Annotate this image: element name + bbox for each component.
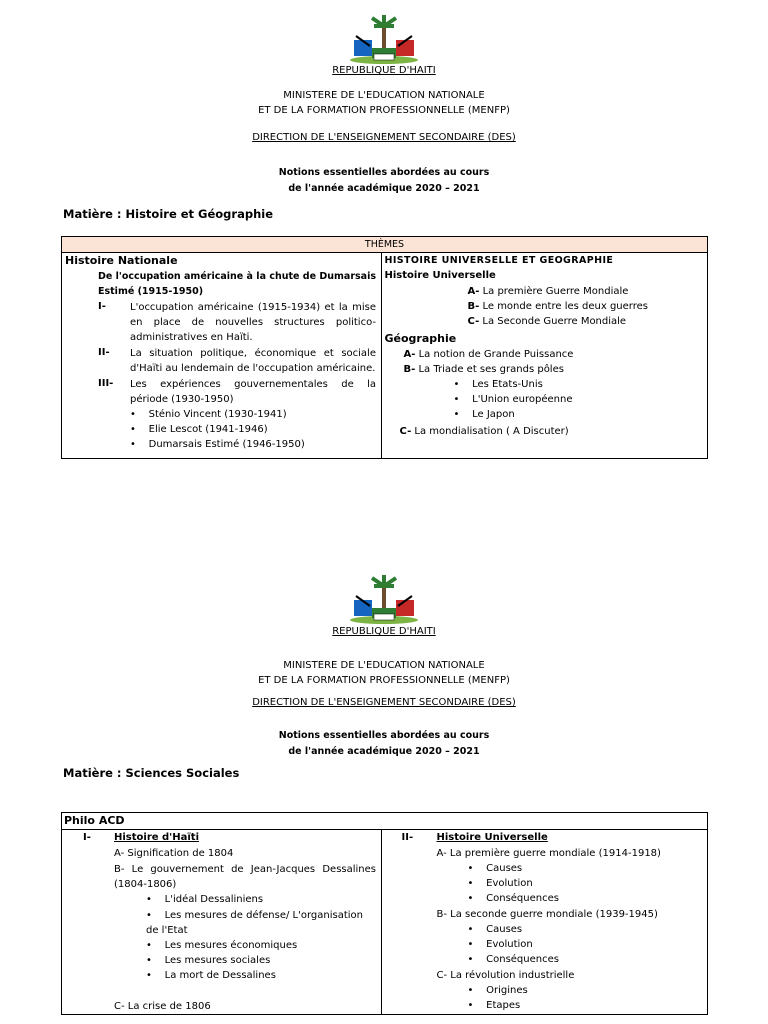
bullet-text: Causes [486,863,523,874]
bullet-item: • L'Union européenne [453,394,573,405]
item-number: II- [98,347,110,358]
geo-item [404,348,574,362]
bullet-item: • Conséquences [467,893,559,904]
bullet-item: • Les mesures sociales [146,955,271,966]
bullet-text: Conséquences [486,893,559,904]
bullet-item: • Dumarsais Estimé (1946-1950) [130,439,305,450]
bullet-text: Sténio Vincent (1930-1941) [148,409,287,420]
item-text: La Triade et ses grands pôles [418,364,564,375]
item-number: I- [98,301,106,312]
item-text: La première Guerre Mondiale [482,286,629,297]
geographie-title: Géographie [384,332,457,345]
histoire-haiti-cell [62,830,382,1015]
list-item: B- Le gouvernement de Jean-Jacques Dessalines (1804-1806) [114,864,376,890]
histoire-haiti-title: Histoire d'Haïti [114,832,199,843]
themes-header: THÈMES [62,237,708,253]
subject-title: Matière : Histoire et Géographie [63,207,274,221]
item-letter: A- [403,349,416,360]
bullet-text: Les mesures sociales [164,955,271,966]
item-letter: C- [467,316,480,327]
bullet-item: • Sténio Vincent (1930-1941) [130,409,287,420]
republic-heading: REPUBLIQUE D'HAITI [332,626,436,637]
geo-item [400,425,569,439]
republic-heading: REPUBLIQUE D'HAITI [332,65,436,76]
histoire-nationale-cell [62,253,382,459]
bullet-text: La mort de Dessalines [164,970,276,981]
bullet-item: • Le Japon [453,409,515,420]
item-letter: B- [467,301,480,312]
bullet-text: Le Japon [472,409,515,420]
bullet-text: Les Etats-Unis [472,379,543,390]
bullet-text: Les mesures de défense/ L'organisation de l'Etat [146,910,363,936]
item-letter: B- [403,364,416,375]
table-title: Philo ACD [62,813,708,830]
bullet-item: • Les mesures économiques [146,940,298,951]
bullet-item: • Les Etats-Unis [453,379,543,390]
histoire-universelle-title: Histoire Universelle [436,832,548,843]
item-text: La notion de Grande Puissance [418,349,574,360]
bullet-text: Evolution [486,878,533,889]
bullet-text: Origines [486,985,528,996]
section-number: I- [83,832,91,843]
item-letter: C- [399,426,412,437]
item-number: III- [98,378,114,389]
haiti-coat-of-arms-icon [344,12,424,64]
item-text: La mondialisation ( A Discuter) [414,426,569,437]
direction-heading: DIRECTION DE L'ENSEIGNEMENT SECONDAIRE (DES) [252,132,516,143]
bullet-text: Evolution [486,939,533,950]
geo-item [404,363,564,377]
bullet-text: Causes [486,924,523,935]
haiti-coat-of-arms-icon [344,572,424,624]
list-item: Les expériences gouvernementales de la période (1930-1950) [130,379,376,405]
philo-acd-table [61,812,708,1015]
list-item: C- La révolution industrielle [436,970,575,981]
histoire-nationale-subtitle: De l'occupation américaine à la chute de Dumarsais Estimé (1915-1950) [98,271,376,297]
ministry-line-2: ET DE LA FORMATION PROFESSIONNELLE (MENFP) [258,105,510,116]
hist-item [468,315,627,329]
hist-item [468,285,629,299]
bullet-text: L'idéal Dessaliniens [164,894,264,905]
bullet-item: • Causes [467,924,523,935]
subject-title: Matière : Sciences Sociales [63,766,240,780]
bullet-item: • La mort de Dessalines [146,970,276,981]
ministry-line-1: MINISTERE DE L'EDUCATION NATIONALE [283,90,485,101]
notions-line-2: de l'année académique 2020 – 2021 [288,183,480,194]
notions-line-1: Notions essentielles abordées au cours [278,167,490,178]
item-text: La Seconde Guerre Mondiale [482,316,627,327]
bullet-text: Elie Lescot (1941-1946) [148,424,268,435]
list-item: La situation politique, économique et sociale d'Haïti au lendemain de l'occupation américaine. [130,348,376,374]
direction-heading: DIRECTION DE L'ENSEIGNEMENT SECONDAIRE (DES) [252,697,516,708]
ministry-line-2: ET DE LA FORMATION PROFESSIONNELLE (MENFP) [258,675,510,686]
bullet-item: • Causes [467,863,523,874]
list-item: C- La crise de 1806 [114,1001,211,1012]
bullet-item: • Les mesures de défense/ L'organisation de l'Etat [146,910,363,936]
histoire-universelle-cell [381,253,708,459]
list-item: A- Signification de 1804 [114,848,234,859]
bullet-item: • Elie Lescot (1941-1946) [130,424,268,435]
histoire-nationale-title: Histoire Nationale [65,254,178,267]
section-number: II- [401,832,414,843]
bullet-item: • Etapes [467,1000,521,1011]
hist-item [468,300,649,314]
item-text: Le monde entre les deux guerres [482,301,648,312]
bullet-item: • Evolution [467,939,533,950]
bullet-text: L'Union européenne [472,394,573,405]
bullet-text: Les mesures économiques [164,940,298,951]
list-item: L'occupation américaine (1915-1934) et la mise en place de nouvelles structures politico-administratives en Haïti. [130,302,376,343]
themes-table [61,236,708,459]
list-item: B- La seconde guerre mondiale (1939-1945) [436,909,658,920]
histoire-universelle-title: Histoire Universelle [384,270,496,281]
bullet-item: • Origines [467,985,528,996]
ministry-line-1: MINISTERE DE L'EDUCATION NATIONALE [283,660,485,671]
bullet-text: Conséquences [486,954,559,965]
bullet-text: Dumarsais Estimé (1946-1950) [148,439,305,450]
document-page-2 [0,560,768,1024]
bullet-text: Etapes [486,1000,521,1011]
histoire-universelle-geo-title: HISTOIRE UNIVERSELLE ET GEOGRAPHIE [384,255,614,266]
bullet-item: • L'idéal Dessaliniens [146,894,264,905]
list-item: A- La première guerre mondiale (1914-1918) [436,848,661,859]
bullet-item: • Conséquences [467,954,559,965]
item-letter: A- [467,286,480,297]
bullet-item: • Evolution [467,878,533,889]
notions-line-2: de l'année académique 2020 – 2021 [288,746,480,757]
histoire-universelle-cell [381,830,708,1015]
notions-line-1: Notions essentielles abordées au cours [278,730,490,741]
